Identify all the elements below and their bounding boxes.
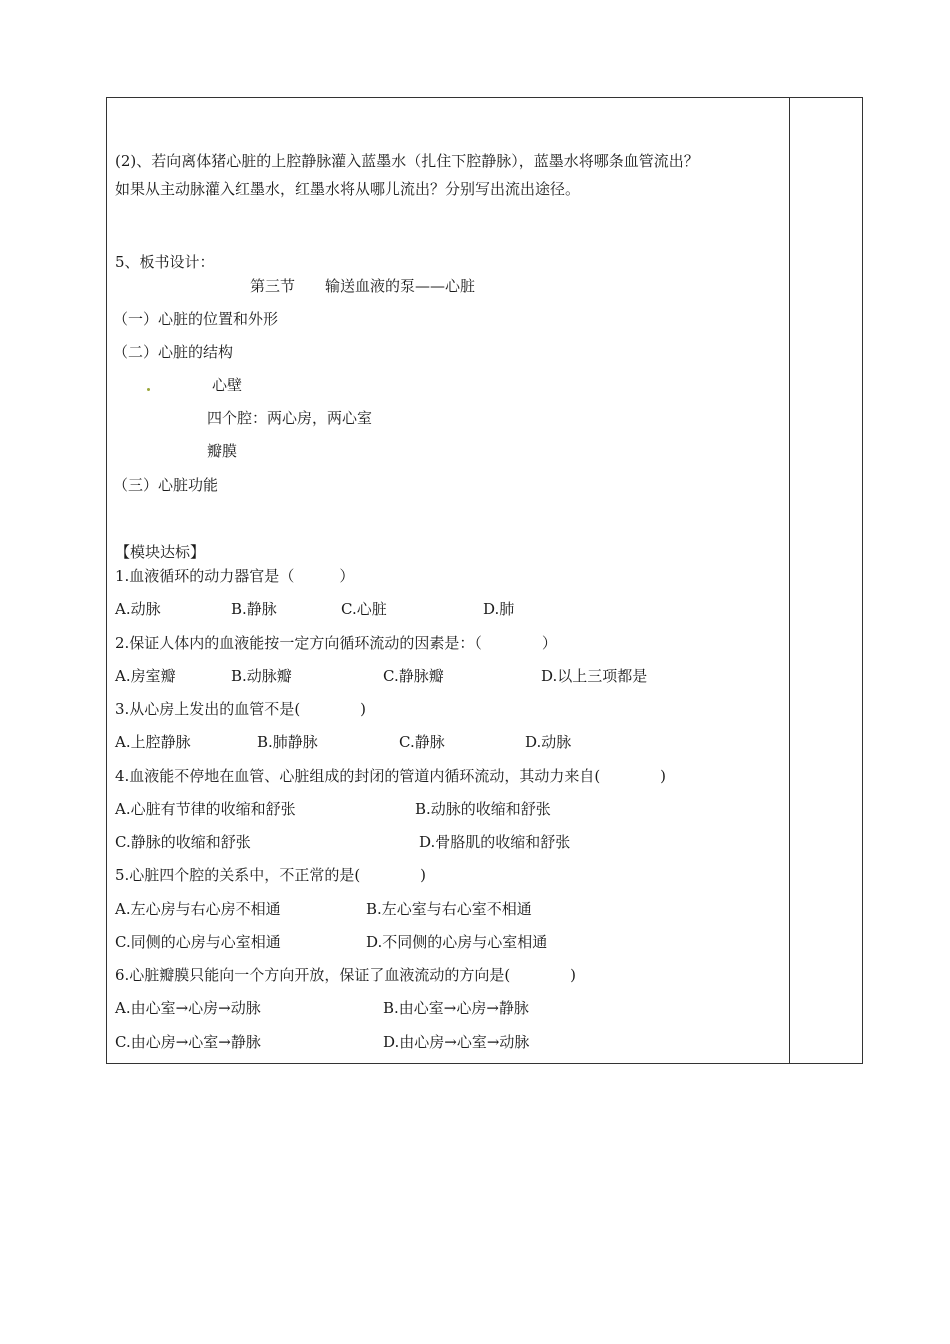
- option: A.房室瓣: [115, 667, 176, 685]
- board-sub-2: 四个腔：两心房，两心室: [207, 409, 373, 427]
- option: C.由心房→心室→静脉: [115, 1033, 261, 1051]
- question-text: 2.保证人体内的血液能按一定方向循环流动的因素是：（ ）: [115, 634, 557, 652]
- option: C.静脉的收缩和舒张: [115, 833, 251, 851]
- option: B.动脉的收缩和舒张: [415, 800, 551, 818]
- board-title-section: 第三节: [250, 277, 296, 295]
- board-heading: 5、板书设计：: [115, 253, 215, 271]
- option: C.静脉瓣: [383, 667, 444, 685]
- option: C.同侧的心房与心室相通: [115, 933, 281, 951]
- option: A.由心室→心房→动脉: [115, 999, 261, 1017]
- option: B.动脉瓣: [231, 667, 292, 685]
- option: A.左心房与右心房不相通: [115, 900, 281, 918]
- option: B.由心室→心房→静脉: [383, 999, 529, 1017]
- question-text: 1.血液循环的动力器官是（ ）: [115, 567, 355, 585]
- option: D.由心房→心室→动脉: [383, 1033, 530, 1051]
- board-sub-1: 心壁: [212, 376, 243, 394]
- option: D.不同侧的心房与心室相通: [366, 933, 548, 951]
- question-text: 3.从心房上发出的血管不是( ): [115, 700, 367, 718]
- question-text: 4.血液能不停地在血管、心脏组成的封闭的管道内循环流动，其动力来自( ): [115, 767, 667, 785]
- option: C.心脏: [341, 600, 387, 618]
- question-text: 5.心脏四个腔的关系中，不正常的是( ): [115, 866, 427, 884]
- question-2-line-1: (2)、若向离体猪心脏的上腔静脉灌入蓝墨水（扎住下腔静脉），蓝墨水将哪条血管流出？: [115, 152, 699, 170]
- column-divider: [789, 97, 790, 1064]
- option: B.左心室与右心室不相通: [366, 900, 532, 918]
- board-title-text: 输送血液的泵——心脏: [325, 277, 476, 295]
- option: D.骨胳肌的收缩和舒张: [419, 833, 571, 851]
- decorative-dot: [147, 388, 150, 391]
- option: C.静脉: [399, 733, 445, 751]
- question-2-line-2: 如果从主动脉灌入红墨水，红墨水将从哪儿流出？分别写出流出途径。: [115, 180, 581, 198]
- option: D.肺: [483, 600, 515, 618]
- option: B.静脉: [231, 600, 277, 618]
- module-heading: 【模块达标】: [115, 543, 206, 561]
- board-part-3: （三）心脏功能: [113, 476, 219, 494]
- option: B.肺静脉: [257, 733, 318, 751]
- board-part-1: （一）心脏的位置和外形: [113, 310, 279, 328]
- option: D.以上三项都是: [541, 667, 648, 685]
- option: A.心脏有节律的收缩和舒张: [115, 800, 296, 818]
- board-sub-3: 瓣膜: [207, 442, 238, 460]
- question-text: 6.心脏瓣膜只能向一个方向开放，保证了血液流动的方向是( ): [115, 966, 577, 984]
- board-part-2: （二）心脏的结构: [113, 343, 234, 361]
- option: A.上腔静脉: [115, 733, 191, 751]
- option: D.动脉: [525, 733, 572, 751]
- option: A.动脉: [115, 600, 161, 618]
